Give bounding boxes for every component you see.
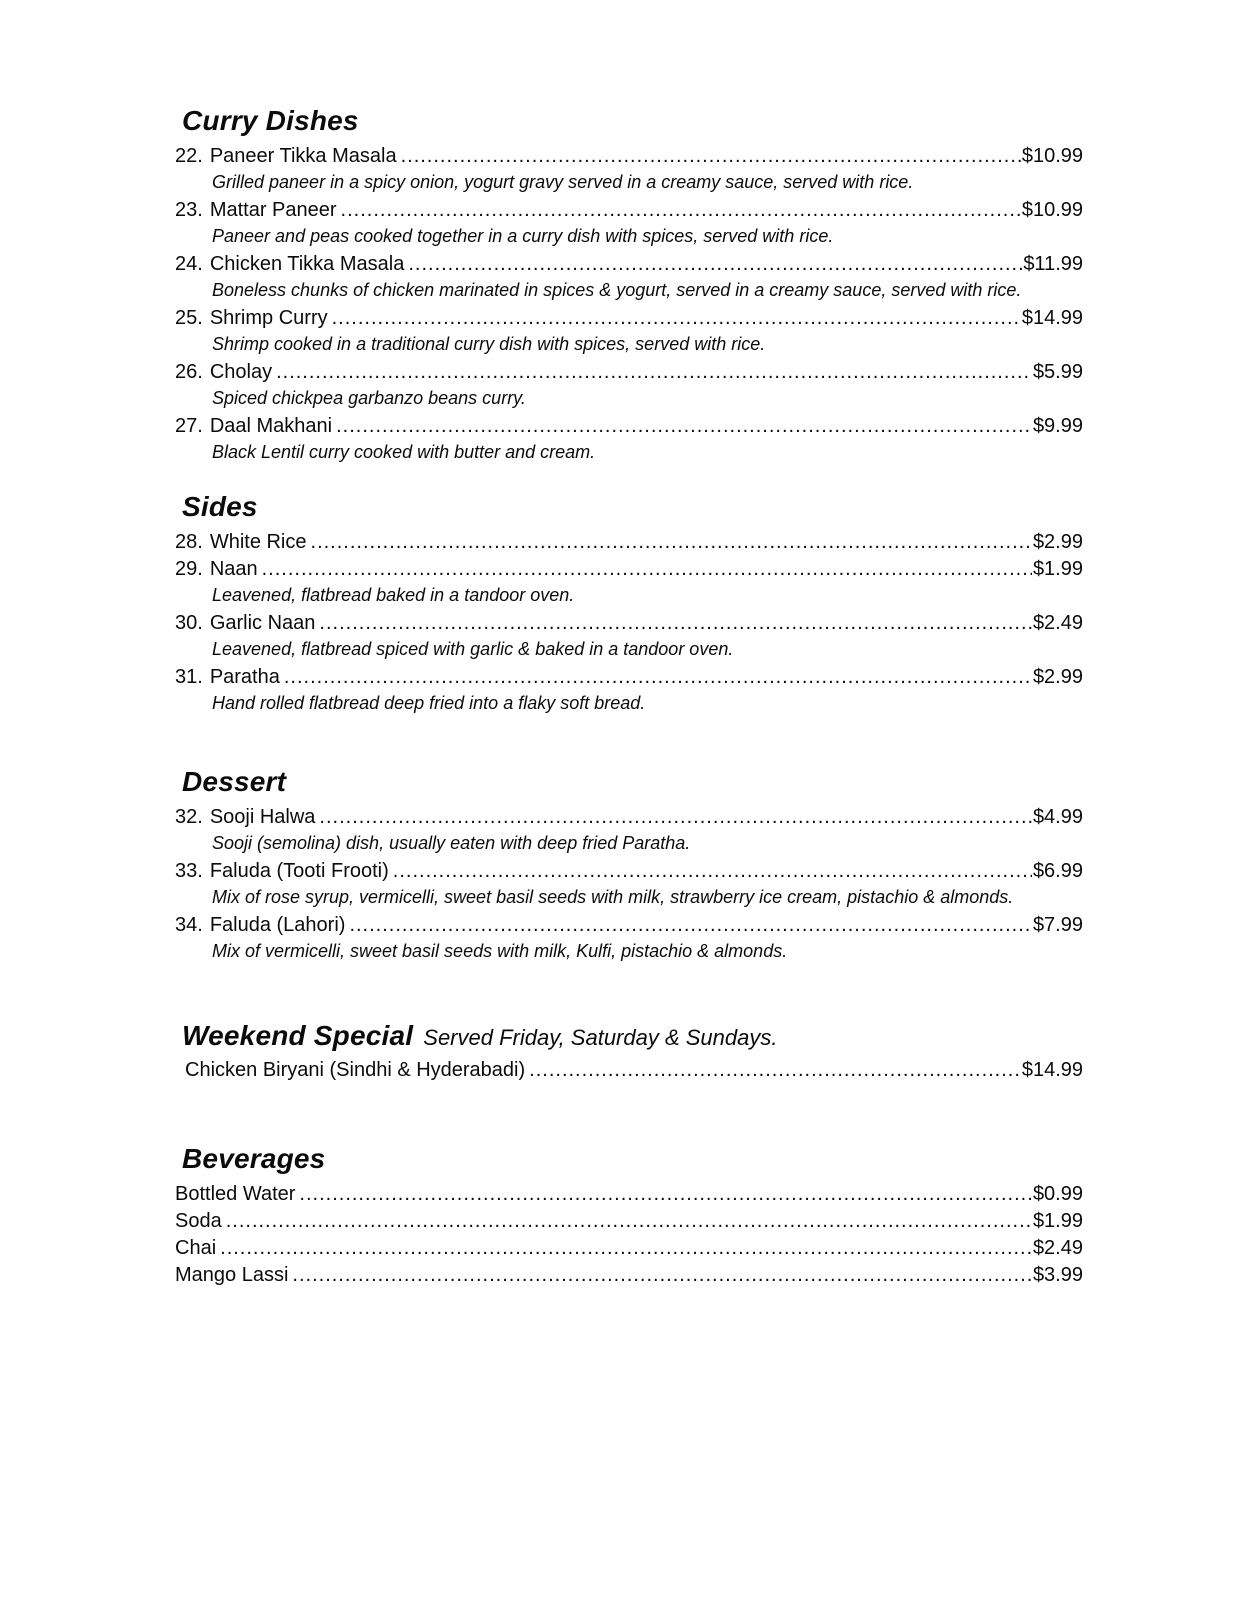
- section-header: [182, 1142, 1083, 1176]
- section-title: Dessert: [182, 766, 287, 797]
- dotted-leader: [341, 197, 1021, 224]
- menu-item-description: Hand rolled flatbread deep fried into a flaky soft bread.: [212, 693, 646, 713]
- dotted-leader: [299, 1181, 1032, 1208]
- menu-item-number: 23.: [175, 199, 203, 221]
- section-title: Sides: [182, 491, 258, 522]
- menu-item-name: Naan: [209, 558, 258, 580]
- section-header: [182, 765, 1083, 799]
- menu-item-row: [175, 804, 1083, 831]
- menu-item-number: 32.: [175, 806, 203, 828]
- menu-item-row: [175, 1181, 1083, 1208]
- menu-item-description: Mix of rose syrup, vermicelli, sweet basil seeds with milk, strawberry ice cream, pistachio & almonds.: [212, 887, 1014, 907]
- menu-item-name: Shrimp Curry: [209, 307, 328, 329]
- menu-item-price: $2.99: [1032, 666, 1083, 688]
- section-title: Curry Dishes: [182, 105, 359, 136]
- menu-item-number: 30.: [175, 612, 203, 634]
- menu-item-name: Soda: [175, 1210, 222, 1232]
- menu-item-row: [175, 1262, 1083, 1289]
- menu-item-name: Bottled Water: [175, 1183, 296, 1205]
- menu-item-price: $2.49: [1032, 612, 1083, 634]
- menu-item-row: [175, 1235, 1083, 1262]
- section-header: [182, 490, 1083, 524]
- menu-item-name: Chai: [175, 1237, 217, 1259]
- menu-item-row: [175, 1208, 1083, 1235]
- menu-section-sides: [175, 490, 1083, 715]
- menu-item-price: $10.99: [1021, 145, 1083, 167]
- menu-item-price: $4.99: [1032, 806, 1083, 828]
- menu-item-number: 29.: [175, 558, 203, 580]
- dotted-leader: [226, 1208, 1032, 1235]
- menu-item-number: 31.: [175, 666, 203, 688]
- menu-item-description: Grilled paneer in a spicy onion, yogurt gravy served in a creamy sauce, served with rice.: [212, 172, 914, 192]
- menu-item-description: Mix of vermicelli, sweet basil seeds with milk, Kulfi, pistachio & almonds.: [212, 941, 788, 961]
- dotted-leader: [336, 413, 1032, 440]
- section-subtitle: Served Friday, Saturday & Sundays.: [423, 1025, 778, 1050]
- dotted-leader: [408, 251, 1022, 278]
- menu-item-price: $2.49: [1032, 1237, 1083, 1259]
- section-title: Weekend Special: [182, 1020, 414, 1051]
- menu-item-row: [175, 912, 1083, 939]
- dotted-leader: [311, 529, 1032, 556]
- menu-item-name: Paneer Tikka Masala: [209, 145, 397, 167]
- dotted-leader: [284, 664, 1032, 691]
- dotted-leader: [529, 1057, 1021, 1084]
- menu-item-number: 24.: [175, 253, 203, 275]
- menu-section-curry-dishes: [175, 104, 1083, 464]
- menu-content: [175, 104, 1083, 1289]
- dotted-leader: [276, 359, 1032, 386]
- dotted-leader: [220, 1235, 1032, 1262]
- section-header: [182, 104, 1083, 138]
- menu-item-description: Paneer and peas cooked together in a curry dish with spices, served with rice.: [212, 226, 834, 246]
- menu-item-price: $1.99: [1032, 1210, 1083, 1232]
- menu-item-number: 25.: [175, 307, 203, 329]
- menu-item-name: Paratha: [209, 666, 280, 688]
- menu-item-description: Leavened, flatbread baked in a tandoor oven.: [212, 585, 575, 605]
- menu-item-price: $9.99: [1032, 415, 1083, 437]
- menu-section-weekend-special: [175, 1019, 1083, 1084]
- menu-item-price: $1.99: [1032, 558, 1083, 580]
- menu-item-price: $14.99: [1021, 1059, 1083, 1081]
- menu-item-description: Shrimp cooked in a traditional curry dish with spices, served with rice.: [212, 334, 766, 354]
- menu-item-name: Faluda (Tooti Frooti): [209, 860, 389, 882]
- menu-item-row: [175, 143, 1083, 170]
- menu-item-description: Black Lentil curry cooked with butter and cream.: [212, 442, 596, 462]
- menu-item-row: [175, 858, 1083, 885]
- dotted-leader: [262, 556, 1032, 583]
- dotted-leader: [319, 804, 1032, 831]
- dotted-leader: [401, 143, 1021, 170]
- menu-item-row: [175, 529, 1083, 556]
- menu-item-description: Sooji (semolina) dish, usually eaten with deep fried Paratha.: [212, 833, 691, 853]
- menu-item-number: 34.: [175, 914, 203, 936]
- menu-item-row: [175, 664, 1083, 691]
- menu-item-number: 33.: [175, 860, 203, 882]
- menu-item-number: 22.: [175, 145, 203, 167]
- menu-item-name: Sooji Halwa: [209, 806, 316, 828]
- menu-item-name: Garlic Naan: [209, 612, 316, 634]
- menu-item-description: Spiced chickpea garbanzo beans curry.: [212, 388, 526, 408]
- dotted-leader: [349, 912, 1032, 939]
- menu-item-name: Chicken Tikka Masala: [209, 253, 405, 275]
- menu-section-beverages: [175, 1142, 1083, 1289]
- dotted-leader: [332, 305, 1021, 332]
- dotted-leader: [393, 858, 1032, 885]
- menu-item-price: $10.99: [1021, 199, 1083, 221]
- menu-item-price: $2.99: [1032, 531, 1083, 553]
- menu-item-name: White Rice: [209, 531, 307, 553]
- section-title: Beverages: [182, 1143, 326, 1174]
- dotted-leader: [292, 1262, 1032, 1289]
- menu-item-number: 26.: [175, 361, 203, 383]
- menu-item-row: [185, 1057, 1083, 1084]
- menu-item-price: $0.99: [1032, 1183, 1083, 1205]
- menu-item-price: $11.99: [1023, 253, 1083, 275]
- menu-item-price: $7.99: [1032, 914, 1083, 936]
- section-header: [182, 1019, 1083, 1055]
- menu-item-price: $6.99: [1032, 860, 1083, 882]
- menu-item-row: [175, 359, 1083, 386]
- dotted-leader: [319, 610, 1032, 637]
- menu-item-number: 27.: [175, 415, 203, 437]
- menu-item-name: Chicken Biryani (Sindhi & Hyderabadi): [185, 1059, 526, 1081]
- menu-item-name: Cholay: [209, 361, 273, 383]
- menu-item-name: Faluda (Lahori): [209, 914, 346, 936]
- menu-item-row: [175, 610, 1083, 637]
- menu-item-name: Daal Makhani: [209, 415, 333, 437]
- menu-item-price: $3.99: [1032, 1264, 1083, 1286]
- menu-item-name: Mattar Paneer: [209, 199, 337, 221]
- menu-item-price: $5.99: [1032, 361, 1083, 383]
- menu-item-row: [175, 251, 1083, 278]
- menu-item-description: Leavened, flatbread spiced with garlic & baked in a tandoor oven.: [212, 639, 734, 659]
- menu-item-number: 28.: [175, 531, 203, 553]
- menu-item-row: [175, 305, 1083, 332]
- menu-item-description: Boneless chunks of chicken marinated in spices & yogurt, served in a creamy sauce, served with rice.: [212, 280, 1022, 300]
- menu-section-dessert: [175, 765, 1083, 963]
- menu-item-name: Mango Lassi: [175, 1264, 289, 1286]
- menu-item-row: [175, 197, 1083, 224]
- menu-item-row: [175, 556, 1083, 583]
- menu-item-row: [175, 413, 1083, 440]
- menu-item-price: $14.99: [1021, 307, 1083, 329]
